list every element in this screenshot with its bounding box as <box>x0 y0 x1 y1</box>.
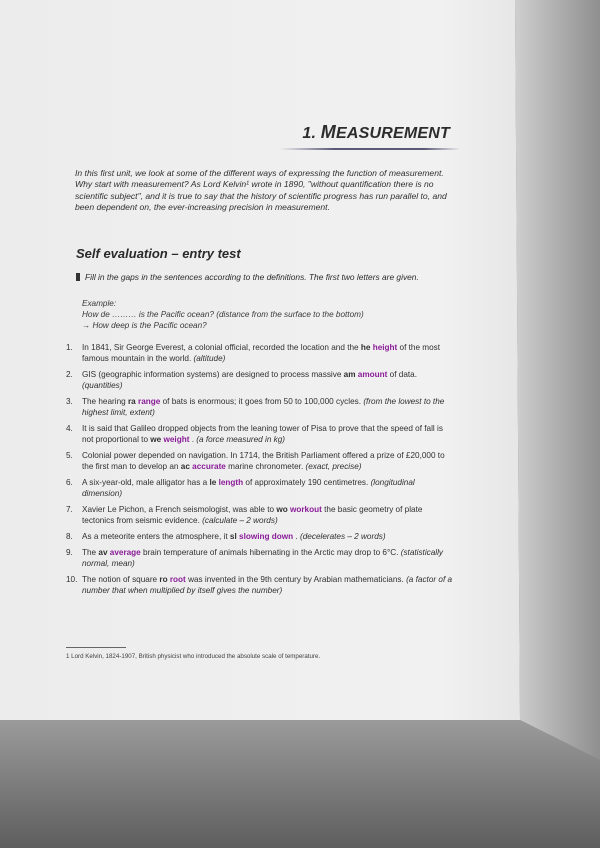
item-answer: range <box>138 397 161 406</box>
item-text-after: . <box>191 435 194 444</box>
item-text-after: of the most famous mountain in the world. <box>82 343 441 363</box>
exercise-item <box>66 531 454 542</box>
item-number: 4. <box>66 424 73 433</box>
item-stem: he <box>360 343 371 352</box>
item-number: 8. <box>66 532 73 541</box>
scanner-shadow <box>0 720 600 848</box>
item-hint: (exact, precise) <box>305 462 362 471</box>
item-stem: le <box>209 478 217 487</box>
item-hint: (a force measured in kg) <box>196 435 286 444</box>
section-heading: Self evaluation – entry test <box>76 246 241 261</box>
item-text-after: of data. <box>389 370 417 379</box>
example-answer: How deep is the Pacific ocean? <box>92 321 207 330</box>
intro-paragraph: In this first unit, we look at some of the different ways of expressing the function of measurement. Why start with measurement? As Lord Kelvin¹ wrote in 1890, "without quantification there is no scientific subject", and it is true to say that the history of scientific progress has run parallel to, and been dependent on, the ever-increasing precision in measurement. <box>75 168 447 213</box>
item-text-after: brain temperature of animals hibernating in the Arctic may drop to 6°C. <box>143 548 399 557</box>
item-text-after: of approximately 190 centimetres. <box>245 478 369 487</box>
item-text-before: As a meteorite enters the atmosphere, it <box>82 532 228 541</box>
exercise-item <box>66 423 454 445</box>
exercise-list <box>66 342 454 601</box>
example-answer-line <box>82 320 454 331</box>
example-block <box>82 298 454 331</box>
item-text-after: the basic geometry of plate tectonics from seismic evidence. <box>82 505 423 525</box>
example-prompt: How de ……… is the Pacific ocean? (distance from the surface to the bottom) <box>82 310 364 319</box>
arrow-icon: → <box>82 321 93 330</box>
item-hint: (quantities) <box>82 381 123 390</box>
item-stem: av <box>98 548 108 557</box>
item-text-after: marine chronometer. <box>228 462 304 471</box>
exercise-item <box>66 342 454 364</box>
unit-number: 1. <box>302 125 317 142</box>
item-answer: slowing down <box>239 532 294 541</box>
item-text-before: Colonial power depended on navigation. In 1714, the British Parliament offered a prize of £20,000 to the first man to develop an <box>82 451 445 471</box>
instruction <box>76 272 454 283</box>
exercise-item <box>66 547 454 569</box>
title-initial: M <box>320 122 336 142</box>
item-hint: (statistically normal, mean) <box>82 548 444 568</box>
item-text-before: The notion of square <box>82 575 158 584</box>
item-answer: amount <box>357 370 388 379</box>
item-text-after: . <box>295 532 298 541</box>
item-number: 1. <box>66 343 73 352</box>
example-label: Example: <box>82 299 117 308</box>
title-underline <box>280 148 460 150</box>
item-number: 5. <box>66 451 73 460</box>
item-number: 6. <box>66 478 73 487</box>
instruction-text: Fill in the gaps in the sentences according to the definitions. The first two letters are given. <box>85 272 419 282</box>
item-stem: ac <box>180 462 190 471</box>
item-number: 2. <box>66 370 73 379</box>
footnote: 1 Lord Kelvin, 1824-1907, British physicist who introduced the absolute scale of temperature. <box>66 653 321 660</box>
item-stem: ra <box>127 397 136 406</box>
item-stem: ro <box>159 575 168 584</box>
footnote-divider <box>66 647 126 648</box>
item-answer: root <box>169 575 186 584</box>
item-answer: height <box>372 343 398 352</box>
item-hint: (a factor of a number that when multiplied by itself gives the number) <box>82 575 453 595</box>
item-text-before: A six-year-old, male alligator has a <box>82 478 208 487</box>
item-text-before: In 1841, Sir George Everest, a colonial official, recorded the location and the <box>82 343 359 352</box>
unit-title <box>60 122 450 143</box>
item-text-before: The <box>82 548 97 557</box>
item-number: 7. <box>66 505 73 514</box>
item-stem: wo <box>276 505 288 514</box>
exercise-item <box>66 450 454 472</box>
title-rest: EASUREMENT <box>335 125 450 142</box>
exercise-item <box>66 477 454 499</box>
exercise-item <box>66 396 454 418</box>
item-hint: (longitudinal dimension) <box>82 478 415 498</box>
item-text-before: GIS (geographic information systems) are designed to process massive <box>82 370 342 379</box>
item-stem: we <box>150 435 162 444</box>
item-answer: length <box>218 478 244 487</box>
book-spine <box>515 0 600 760</box>
item-number: 3. <box>66 397 73 406</box>
item-hint: (calculate – 2 words) <box>202 516 278 525</box>
exercise-item <box>66 369 454 391</box>
item-text-after: was invented in the 9th century by Arabian mathematicians. <box>188 575 404 584</box>
exercise-item <box>66 504 454 526</box>
item-answer: accurate <box>192 462 226 471</box>
item-text-before: Xavier Le Pichon, a French seismologist, was able to <box>82 505 275 514</box>
item-hint: (altitude) <box>193 354 226 363</box>
exercise-item <box>66 574 454 596</box>
item-text-after: of bats is enormous; it goes from 50 to 100,000 cycles. <box>162 397 362 406</box>
item-hint: (decelerates – 2 words) <box>300 532 386 541</box>
item-answer: workout <box>289 505 322 514</box>
item-answer: average <box>109 548 141 557</box>
item-number: 10. <box>66 575 78 584</box>
item-stem: sl <box>229 532 237 541</box>
item-answer: weight <box>163 435 190 444</box>
item-number: 9. <box>66 548 73 557</box>
item-text-before: The hearing <box>82 397 126 406</box>
bullet-marker <box>76 273 80 281</box>
item-stem: am <box>343 370 356 379</box>
item-hint: (from the lowest to the highest limit, extent) <box>82 397 445 417</box>
item-text-before: It is said that Galileo dropped objects from the leaning tower of Pisa to prove that the speed of fall is not proportional to <box>82 424 443 444</box>
